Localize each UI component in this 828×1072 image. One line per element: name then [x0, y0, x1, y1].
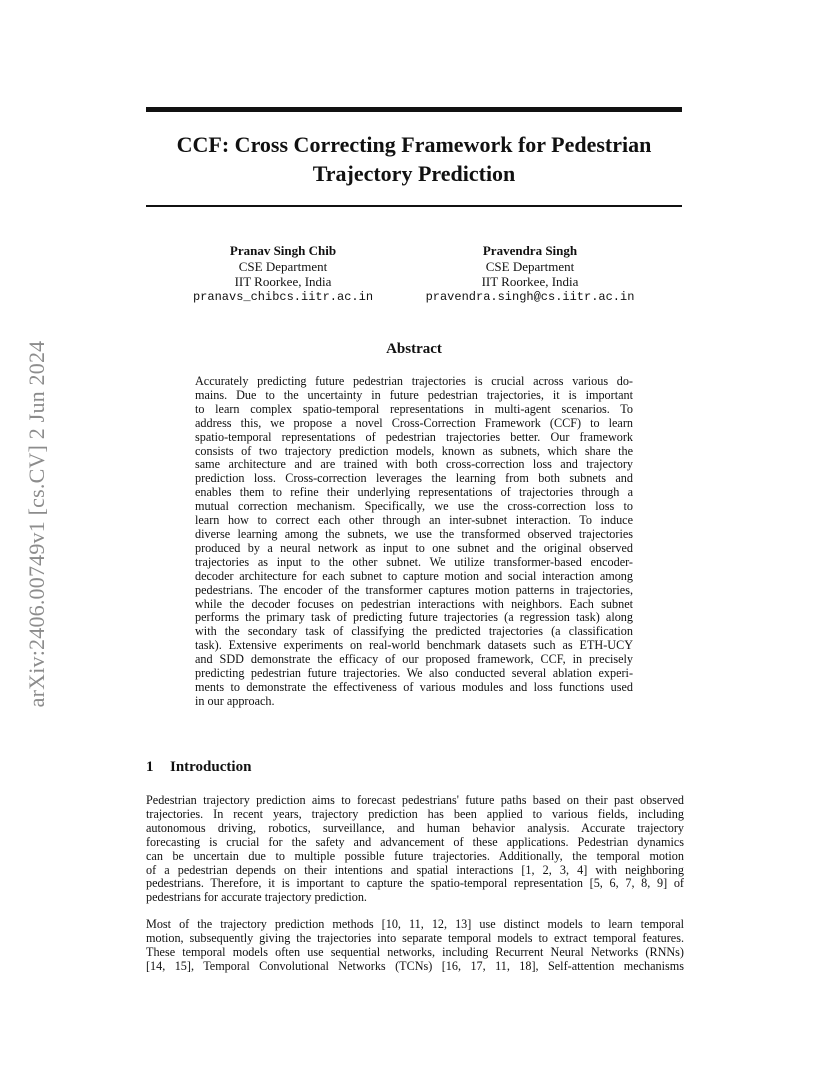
top-rule — [146, 107, 682, 112]
arxiv-stamp: arXiv:2406.00749v1 [cs.CV] 2 Jun 2024 — [24, 340, 49, 708]
title-line: Trajectory Prediction — [312, 161, 516, 186]
abstract-line: spatio-temporal representations of pedestrian trajectories better. Our framework — [195, 429, 633, 444]
paragraph-line: forecasting is crucial for the safety and advancement of these applications. Pedestrian dynamics — [146, 834, 684, 849]
abstract-line: learn how to correct each other through an inter-subnet interaction. To induce — [195, 513, 633, 528]
abstract-line: consists of two trajectory prediction models, known as subnets, which share the — [195, 443, 633, 458]
paragraph-line: These temporal models often use sequential networks, including Recurrent Neural Networks (RNNs) — [146, 944, 684, 959]
paragraph-line: autonomous driving, robotics, surveillance, and human behavior analysis. Accurate trajectory — [146, 820, 684, 835]
author-block — [420, 243, 640, 305]
paragraph-line: [14, 15], Temporal Convolutional Networks (TCNs) [16, 17, 11, 18], Self-attention mechanisms — [146, 958, 684, 973]
paragraph-line: motion, subsequently giving the trajectories into separate temporal models to extract temporal features. — [146, 930, 684, 945]
abstract-line: produced by a neural network as input to one subnet and the original observed — [195, 540, 633, 555]
paragraph-line: pedestrians. Therefore, it is important to capture the spatio-temporal representation [5, 6, 7, 8, 9] of — [146, 876, 684, 891]
paragraph-line: Most of the trajectory prediction methods [10, 11, 12, 13] use distinct models to learn temporal — [146, 917, 684, 931]
author-department: CSE Department — [238, 258, 328, 274]
abstract-line: same architecture and are trained with both cross-correction loss and trajectory — [195, 457, 633, 472]
abstract-line: to learn complex spatio-temporal representations in multi-agent scenarios. To — [195, 401, 633, 416]
abstract-line: task). Extensive experiments on real-world benchmark datasets such as ETH-UCY — [195, 638, 633, 653]
paragraph-line: of a pedestrian depends on their intentions and spatial interactions [1, 2, 3, 4] with neighboring — [146, 862, 684, 877]
title-line: CCF: Cross Correcting Framework for Pedestrian — [176, 132, 652, 157]
abstract-line: mutual correction mechanism. Specifically, we use the cross-correction loss to — [195, 499, 633, 514]
paragraph-line: pedestrians for accurate trajectory prediction. — [146, 890, 367, 905]
intro-paragraph — [146, 918, 684, 974]
abstract-line: ments to demonstrate the effectiveness of various modules and loss functions used — [195, 679, 633, 694]
abstract-line: pedestrians. The encoder of the transformer captures motion patterns in trajectories, — [195, 582, 633, 597]
author-institution: IIT Roorkee, India — [481, 274, 579, 289]
section-heading — [146, 759, 251, 776]
abstract-heading: Abstract — [386, 341, 442, 357]
abstract-line: performs the primary task of predicting future trajectories (a regression task) along — [195, 610, 633, 625]
paper-title — [146, 130, 682, 188]
author-name: Pravendra Singh — [482, 243, 578, 258]
intro-paragraph — [146, 794, 684, 905]
abstract-line: diverse learning among the subnets, we use the transformed observed trajectories — [195, 526, 633, 541]
abstract-line: in our approach. — [195, 693, 275, 708]
title-bottom-rule — [146, 205, 682, 207]
abstract-body — [195, 375, 633, 709]
paragraph-line: can be uncertain due to multiple possible future trajectories. Additionally, the temporal motion — [146, 848, 684, 863]
abstract-line: prediction loss. Cross-correction leverages the learning from both subnets and — [195, 471, 633, 486]
abstract-line: predicting pedestrian future trajectories. We also conducted several ablation experi- — [195, 666, 633, 681]
abstract-line: trajectories as input to the other subnet. We utilize transformer-based encoder- — [195, 554, 633, 569]
abstract-line: while the decoder focuses on pedestrian interactions with neighbors. Each subnet — [195, 596, 633, 611]
paragraph-line: Pedestrian trajectory prediction aims to forecast pedestrians' future paths based on their past observed — [146, 793, 684, 807]
abstract-line: with the secondary task of classifying the predicted trajectories (a classification — [195, 624, 633, 639]
author-email: pravendra.singh@cs.iitr.ac.in — [425, 289, 635, 304]
author-email: pranavs_chibcs.iitr.ac.in — [192, 289, 374, 304]
author-institution: IIT Roorkee, India — [234, 274, 332, 289]
abstract-line: enables them to refine their underlying representations of trajectories through a — [195, 485, 633, 500]
abstract-line: Accurately predicting future pedestrian trajectories is crucial across various do- — [195, 374, 633, 388]
section-title: Introduction — [170, 759, 252, 775]
abstract-line: mains. Due to the uncertainty in future pedestrian trajectories, it is important — [195, 387, 633, 402]
abstract-line: and SDD demonstrate the efficacy of our proposed framework, CCF, in precisely — [195, 652, 633, 667]
paragraph-line: trajectories. In recent years, trajectory prediction has been applied to various fields, including — [146, 806, 684, 821]
author-department: CSE Department — [485, 258, 575, 274]
author-block — [183, 243, 383, 305]
abstract-line: decoder architecture for each subnet to capture motion and social interaction among — [195, 568, 633, 583]
abstract-line: address this, we propose a novel Cross-Correction Framework (CCF) to learn — [195, 415, 633, 430]
section-number: 1 — [146, 759, 154, 775]
author-name: Pranav Singh Chib — [229, 243, 337, 258]
